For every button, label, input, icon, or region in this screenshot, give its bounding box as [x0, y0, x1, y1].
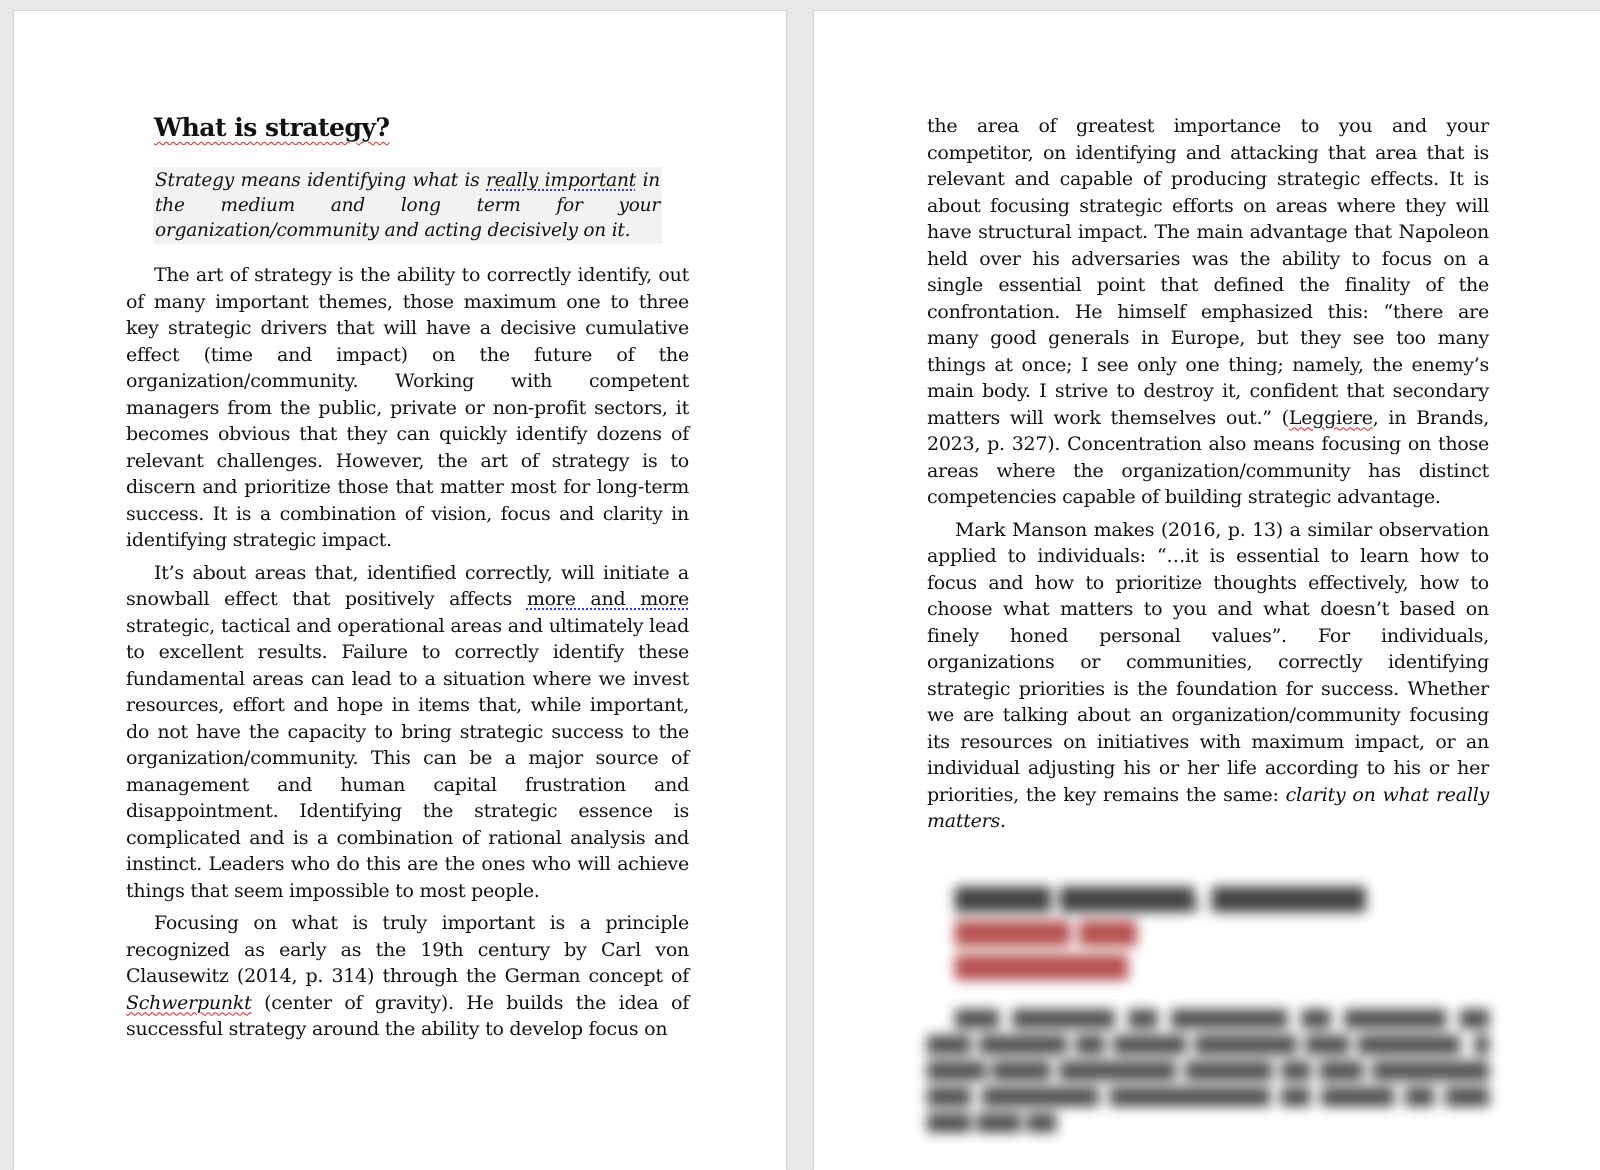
paragraph-5-emphasis: clarity on what really matters.: [927, 783, 1490, 832]
spelling-flag-leggiere[interactable]: Leggiere: [1288, 406, 1373, 429]
paragraph-3: [126, 910, 689, 1043]
section-heading: What is strategy?: [154, 113, 390, 142]
paragraph-2-text: It’s about areas that, identified correctly, will initiate a snowball effect that positively affects: [126, 561, 689, 610]
page-left-text: [126, 112, 689, 1049]
paragraph-2: [126, 560, 689, 905]
grammar-flag-really-important[interactable]: really important: [486, 170, 636, 191]
blurred-next-section: [927, 881, 1489, 1135]
paragraph-1: The art of strategy is the ability to correctly identify, out of many important themes, those maximum one to three key strategic drivers that will have a decisive cumulative effect (time and impact) on the future of the organization/community. Working with competent managers from the public, private or non-profit sectors, it becomes obvious that they can quickly identify dozens of relevant challenges. However, the art of strategy is to discern and prioritize those that matter most for long-term success. It is a combination of vision, focus and clarity in identifying strategic impact.: [126, 264, 689, 551]
page-right-text: [927, 113, 1489, 841]
blurred-paragraph: ▇▇▇ ▇▇▇▇▇▇▇ ▇▇ ▇▇▇▇▇▇▇▇ ▇▇ ▇▇▇▇▇▇▇ ▇▇ ▇▇▇ ▇▇▇▇▇▇ ▇▇ ▇▇▇▇▇ ▇▇▇▇▇▇▇ ▇▇▇ ▇▇▇▇▇▇▇, ▇ ▇▇▇▇-▇▇▇▇ ▇▇▇▇▇▇▇▇ ▇▇▇▇▇▇ ▇▇ ▇▇▇ ▇▇▇▇▇▇▇▇ ▇▇▇ ▇▇▇▇▇▇▇▇ ▇▇▇▇▇▇▇▇▇▇▇ ▇▇ ▇▇▇▇▇ ▇▇ ▇▇▇ ▇▇▇ ▇▇▇ ▇▇: [927, 1007, 1489, 1133]
quote-text-end: in the medium and long term for your organization/community and acting decisively on it.: [155, 170, 660, 241]
grammar-flag-more-and-more[interactable]: more and more: [526, 588, 689, 610]
document-page-left: [14, 11, 786, 1170]
paragraph-2-text-end: strategic, tactical and operational areas and ultimately lead to excellent results. Failure to correctly identify these fundamental areas can lead to a situation where we invest resources, effort and hope in items that, while important, do not have the capacity to bring strategic success to the organization/community. This can be a major source of management and human capital frustration and disappointment. Identifying the strategic essence is complicated and is a combination of rational analysis and instinct. Leaders who do this are the ones who will achieve things that seem impossible to most people.: [126, 614, 689, 902]
paragraph-3-text-end: (center of gravity). He builds the idea of successful strategy around the ability to develop focus on: [126, 991, 689, 1040]
document-page-right: [814, 11, 1600, 1170]
paragraph-5: [927, 517, 1489, 835]
spelling-flag-schwerpunkt[interactable]: Schwerpunkt: [126, 991, 252, 1014]
paragraph-4: [927, 113, 1489, 511]
paragraph-3-text: Focusing on what is truly important is a principle recognized as early as the 19th century by Carl von Clausewitz (2014, p. 314) through the German concept of: [126, 912, 689, 987]
quote-text: Strategy means identifying what is: [155, 170, 487, 191]
definition-quote: [153, 167, 662, 244]
paragraph-4-text-end: , in Brands, 2023, p. 327). Concentration also means focusing on those areas where the organization/community has distinct competencies capable of building strategic advantage.: [927, 406, 1490, 508]
blurred-heading: ▇▇▇▇▇ ▇▇▇▇▇▇▇, ▇▇▇▇▇▇▇▇ ▇▇▇▇▇▇ ▇▇▇ ▇▇▇▇▇▇▇▇▇: [955, 883, 1366, 980]
paragraph-5-text: Mark Manson makes (2016, p. 13) a similar observation applied to individuals: “…it is essential to learn how to focus and how to prioritize thoughts effectively, how to choose what matters to you and what doesn’t based on finely honed personal values”. For individuals, organizations or communities, correctly identifying strategic priorities is the foundation for success. Whether we are talking about an organization/community focusing its resources on initiatives with maximum impact, or an individual adjusting his or her life according to his or her priorities, the key remains the same:: [927, 518, 1489, 806]
paragraph-4-text: the area of greatest importance to you and your competitor, on identifying and attacking that area that is relevant and capable of producing strategic effects. It is about focusing strategic efforts on areas where they will have structural impact. The main advantage that Napoleon held over his adversaries was the ability to focus on a single essential point that defined the finality of the confrontation. He himself emphasized this: “there are many good generals in Europe, but they see too many things at once; I see only one thing; namely, the enemy’s main body. I strive to destroy it, confident that secondary matters will work themselves out.” (: [927, 115, 1489, 429]
